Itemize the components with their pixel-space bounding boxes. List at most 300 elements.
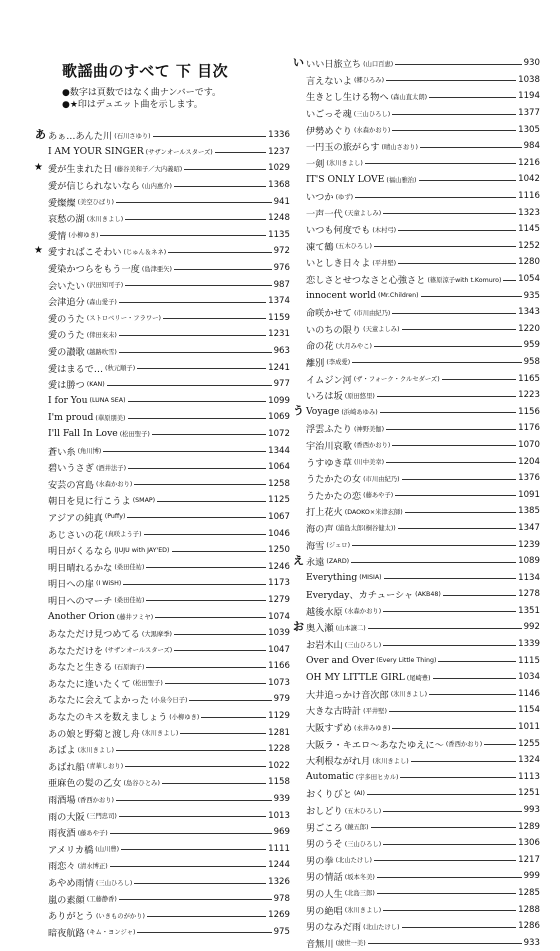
artist-name: (平井堅) — [372, 259, 397, 267]
leader-line — [144, 534, 267, 535]
index-entry — [306, 536, 540, 553]
artist-name: (秋元順子) — [105, 365, 136, 373]
song-title: 命の花 — [306, 341, 334, 353]
artist-name: (AKB48) — [415, 590, 441, 598]
song-title: いのちの限り — [306, 324, 362, 336]
leader-line — [384, 578, 516, 579]
artist-name: (李成愛) — [326, 359, 351, 367]
leader-line — [174, 650, 266, 651]
song-title: Everything — [306, 572, 358, 584]
kana-heading: う — [293, 404, 304, 418]
leader-line — [443, 595, 516, 596]
index-entry — [306, 105, 540, 122]
leader-line — [389, 711, 516, 712]
leader-line — [442, 379, 516, 380]
index-entry — [48, 393, 290, 410]
leader-line — [383, 811, 521, 812]
index-entry — [306, 121, 540, 138]
song-number: 1246 — [268, 561, 290, 572]
artist-name: (水森かおり) — [344, 608, 382, 616]
index-entry — [306, 503, 540, 520]
song-title: いつも何度でも — [306, 225, 371, 237]
leader-line — [367, 794, 516, 795]
artist-name: (越路吹雪) — [86, 348, 117, 356]
kana-heading: え — [293, 553, 304, 567]
leader-line — [119, 352, 272, 353]
artist-name: (Puffy) — [104, 513, 126, 521]
song-title: OH MY LITTLE GIRL — [306, 671, 405, 683]
song-title: 海雪 — [306, 540, 325, 552]
song-title: あなただけ見つめてる — [48, 629, 140, 641]
index-entry — [48, 924, 290, 941]
leader-line — [386, 429, 516, 430]
leader-line — [147, 916, 266, 917]
song-title: いつか — [306, 192, 334, 204]
song-number: 1326 — [268, 877, 290, 888]
song-title: 安芸の宮島 — [48, 479, 94, 491]
leader-line — [127, 517, 266, 518]
artist-name: (五木ひろし) — [344, 807, 382, 815]
artist-name: (北山たけし) — [363, 923, 400, 931]
leader-line — [402, 927, 517, 928]
song-title: Voyage — [306, 406, 340, 418]
artist-name: (山口百恵) — [363, 60, 394, 68]
index-entry — [48, 376, 290, 393]
song-title: 愛のうた — [48, 330, 85, 342]
artist-name: (水森かおり) — [95, 481, 133, 489]
song-title: 雨夜酒 — [48, 828, 76, 840]
index-entry — [306, 520, 540, 537]
index-entry — [293, 553, 540, 570]
leader-line — [172, 551, 267, 552]
song-number: 1129 — [268, 711, 290, 722]
leader-line — [128, 468, 266, 469]
leader-line — [429, 97, 516, 98]
leader-line — [383, 910, 516, 911]
song-title: 蒼い糸 — [48, 446, 76, 458]
leader-line — [411, 761, 516, 762]
leader-line — [377, 893, 516, 894]
index-entry — [306, 636, 540, 653]
song-number: 1204 — [518, 456, 540, 467]
kana-heading: あ — [35, 128, 46, 141]
notes — [62, 87, 221, 111]
leader-line — [119, 899, 272, 900]
kana-heading: お — [293, 620, 304, 634]
index-entry — [306, 420, 540, 437]
leader-line — [392, 445, 516, 446]
song-number: 1217 — [518, 854, 540, 865]
artist-name: (香西かおり) — [77, 796, 114, 804]
index-entry — [306, 586, 540, 603]
index-entry — [48, 708, 290, 725]
song-title: 恋しさとせつなさと心強さと — [306, 275, 426, 287]
leader-line — [374, 860, 516, 861]
artist-name: (大月みやこ) — [335, 342, 372, 350]
leader-line — [146, 600, 266, 601]
artist-name: (ジェロ) — [326, 542, 351, 550]
leader-line — [137, 368, 266, 369]
index-entry — [306, 603, 540, 620]
index-entry — [48, 193, 290, 210]
leader-line — [137, 932, 271, 933]
index-entry — [306, 785, 540, 802]
leader-line — [383, 645, 516, 646]
index-entry — [34, 243, 290, 260]
leader-line — [386, 80, 516, 81]
song-number: 1042 — [518, 174, 540, 185]
index-entry — [306, 88, 540, 105]
song-number: 1339 — [518, 639, 540, 650]
index-entry — [306, 669, 540, 686]
leader-line — [125, 285, 271, 286]
artist-name: (サザンオールスターズ) — [145, 149, 213, 157]
song-title: あばよ — [48, 745, 76, 757]
artist-name: (川中美幸) — [353, 459, 385, 467]
leader-line — [116, 750, 266, 751]
index-entry — [48, 426, 290, 443]
artist-name: (Mr.Children) — [378, 292, 419, 300]
leader-line — [184, 169, 266, 170]
artist-name: (石原詢子) — [114, 663, 145, 671]
artist-name: (氷川きよし) — [86, 215, 124, 223]
song-title: I for You — [48, 395, 88, 407]
song-number: 963 — [273, 346, 290, 357]
artist-name: (篠原涼子with t.Komuro) — [427, 276, 502, 284]
artist-name: (SMAP) — [132, 496, 156, 504]
song-number: 1099 — [268, 395, 290, 406]
artist-name: (香西かおり) — [445, 741, 483, 749]
song-title: 暗夜航路 — [48, 927, 85, 939]
song-title: いろは坂 — [306, 391, 343, 403]
index-entry — [306, 188, 540, 205]
leader-line — [429, 694, 516, 695]
leader-line — [119, 335, 266, 336]
song-title: 愛はまるで… — [48, 363, 104, 375]
index-entry — [48, 276, 290, 293]
song-number: 977 — [273, 379, 290, 390]
song-title: あばれ船 — [48, 761, 85, 773]
leader-line — [128, 418, 267, 419]
index-entry — [48, 874, 290, 891]
leader-line — [162, 783, 266, 784]
artist-name: (藤井フミヤ) — [116, 614, 154, 622]
song-number: 1070 — [518, 439, 540, 450]
artist-name: (原田悠里) — [344, 392, 375, 400]
song-number: 1069 — [268, 412, 290, 423]
song-number: 1134 — [518, 572, 540, 583]
song-title: Another Orion — [48, 611, 115, 623]
song-number: 992 — [523, 622, 540, 633]
artist-name: (氷川きよし) — [77, 746, 114, 754]
song-number: 1039 — [268, 628, 290, 639]
song-number: 1072 — [268, 428, 290, 439]
song-title: 朝日を見に行こうよ — [48, 496, 131, 508]
leader-line — [398, 263, 516, 264]
leader-line — [374, 346, 522, 347]
leader-line — [155, 617, 266, 618]
leader-line — [119, 816, 266, 817]
artist-name: (郷ひろみ) — [353, 77, 385, 85]
song-title: I'm proud — [48, 411, 94, 423]
song-number: 1289 — [518, 821, 540, 832]
artist-name: (天童よしみ) — [363, 326, 400, 334]
artist-name: (桑田佳祐) — [114, 564, 145, 572]
leader-line — [380, 412, 516, 413]
song-number: 941 — [273, 196, 290, 207]
artist-name: (氷川きよし) — [372, 757, 409, 765]
song-number: 1064 — [268, 462, 290, 473]
index-entry — [48, 575, 290, 592]
artist-name: (市川由紀乃) — [353, 309, 391, 317]
leader-line — [368, 628, 522, 629]
artist-name: (桑田佳祐) — [114, 597, 145, 605]
index-entry — [306, 934, 540, 951]
song-number: 1159 — [268, 312, 290, 323]
song-title: 言えないよ — [306, 75, 352, 87]
song-title: 明日へのマーチ — [48, 595, 113, 607]
index-entry — [48, 890, 290, 907]
song-title: 凍て鶴 — [306, 241, 334, 253]
index-entry — [48, 326, 290, 343]
index-entry — [306, 453, 540, 470]
index-entry — [48, 542, 290, 559]
song-title: 男の絶唱 — [306, 905, 343, 917]
song-number: 1022 — [268, 760, 290, 771]
leader-line — [383, 611, 516, 612]
artist-name: (平井堅) — [363, 707, 387, 715]
song-number: 1239 — [518, 539, 540, 550]
artist-name: (角川博) — [77, 448, 102, 456]
song-number: 1135 — [268, 229, 290, 240]
index-entry — [306, 686, 540, 703]
song-title: 大阪ラ・キエロ～あなたゆえに～ — [306, 739, 444, 751]
leader-line — [398, 528, 516, 529]
leader-line — [433, 678, 517, 679]
song-title: 愛は勝つ — [48, 380, 85, 392]
index-entry — [48, 525, 290, 542]
artist-name: (ゆず) — [335, 193, 354, 201]
song-title: いい日旅立ち — [306, 59, 362, 71]
artist-name: (沢田知可子) — [86, 282, 124, 290]
artist-name: (浜崎あゆみ) — [341, 409, 378, 417]
song-number: 1251 — [518, 788, 540, 799]
artist-name: (坂本冬美) — [344, 873, 375, 881]
song-title: あやめ雨情 — [48, 878, 94, 890]
song-number: 993 — [523, 805, 540, 816]
song-title: あぁ…あんた川 — [48, 131, 113, 143]
song-title: あじさいの花 — [48, 529, 104, 541]
leader-line — [405, 512, 516, 513]
leader-line — [134, 484, 266, 485]
leader-line — [365, 163, 516, 164]
leader-line — [121, 849, 266, 850]
song-title: 男ごころ — [306, 822, 343, 834]
song-title: 会いたい — [48, 280, 85, 292]
leader-line — [371, 827, 517, 828]
leader-line — [110, 866, 266, 867]
song-number: 1166 — [268, 661, 290, 672]
artist-name: (倖田來未) — [86, 331, 117, 339]
index-entry — [306, 321, 540, 338]
index-entry — [48, 592, 290, 609]
index-entry — [48, 691, 290, 708]
index-entry — [48, 857, 290, 874]
song-number: 975 — [273, 926, 290, 937]
artist-name: (藤谷美和子／大内義昭) — [114, 165, 183, 173]
page-title: 歌謡曲のすべて 下 目次 — [62, 62, 229, 80]
artist-name: (晴山さおり) — [381, 143, 418, 151]
index-entry — [306, 387, 540, 404]
index-entry — [48, 675, 290, 692]
song-title: I AM YOUR SINGER — [48, 146, 144, 158]
index-entry — [48, 774, 290, 791]
song-title: 愛のうた — [48, 313, 85, 325]
song-title: 一声一代 — [306, 208, 343, 220]
artist-name: (松田聖子) — [119, 431, 150, 439]
index-entry — [48, 475, 290, 492]
leader-line — [163, 318, 266, 319]
song-number: 1029 — [268, 163, 290, 174]
artist-name: (青華しおり) — [86, 763, 124, 771]
song-title: 大きな古時計 — [306, 706, 362, 718]
artist-name: (三山ひろし) — [95, 879, 133, 887]
song-number: 972 — [273, 246, 290, 257]
song-number: 1374 — [268, 296, 290, 307]
leader-line — [180, 733, 266, 734]
leader-line — [165, 683, 266, 684]
artist-name: (KAN) — [86, 380, 105, 388]
song-number: 930 — [523, 58, 540, 69]
song-title: 命咲かせて — [306, 308, 352, 320]
index-entry — [48, 758, 290, 775]
index-entry — [306, 470, 540, 487]
artist-name: (氷川きよし) — [344, 907, 382, 915]
index-entry — [306, 354, 540, 371]
index-entry — [48, 144, 290, 161]
song-number: 1244 — [268, 860, 290, 871]
artist-name: (ストロベリー・フラワー) — [86, 315, 161, 323]
artist-name: (浦島太郎(桐谷健太)) — [335, 525, 396, 533]
index-entry — [306, 138, 540, 155]
leader-line — [419, 180, 517, 181]
artist-name: (小泉今日子) — [151, 696, 188, 704]
index-entry — [293, 55, 540, 72]
index-entry — [306, 852, 540, 869]
song-number: 1046 — [268, 528, 290, 539]
song-title: 生きとし生ける物へ — [306, 92, 389, 104]
song-title: うたかたの恋 — [306, 490, 362, 502]
artist-name: (島谷ひとみ) — [123, 779, 160, 787]
index-entry — [48, 409, 290, 426]
index-column-right — [293, 55, 540, 951]
song-number: 1347 — [518, 522, 540, 533]
song-number: 1255 — [518, 738, 540, 749]
index-entry — [48, 210, 290, 227]
leader-line — [174, 186, 266, 187]
song-title: うすゆき草 — [306, 457, 352, 469]
index-entry — [306, 171, 540, 188]
index-entry — [306, 238, 540, 255]
leader-line — [352, 362, 521, 363]
index-entry — [48, 459, 290, 476]
song-title: innocent world — [306, 290, 377, 302]
song-title: 明日への扉 — [48, 579, 94, 591]
artist-name: (藤あや子) — [77, 829, 108, 837]
artist-name: (I WiSH) — [95, 579, 122, 587]
song-title: うたかたの女 — [306, 474, 362, 486]
song-number: 933 — [523, 937, 540, 948]
song-number: 1280 — [518, 257, 540, 268]
song-title: 大利根ながれ月 — [306, 756, 371, 768]
song-number: 1223 — [518, 390, 540, 401]
song-title: 男の人生 — [306, 888, 343, 900]
song-number: 1377 — [518, 108, 540, 119]
song-title: 奥入瀬 — [306, 623, 334, 635]
leader-line — [351, 562, 516, 563]
song-number: 1281 — [268, 727, 290, 738]
artist-name: (氷川きよし) — [390, 691, 428, 699]
leader-line — [107, 385, 272, 386]
song-title: 離別 — [306, 357, 325, 369]
song-number: 1323 — [518, 207, 540, 218]
artist-name: (宇多田ヒカル) — [355, 774, 399, 782]
index-entry — [306, 752, 540, 769]
song-title: お岩木山 — [306, 640, 343, 652]
song-title: 亜麻色の髪の乙女 — [48, 778, 122, 790]
artist-name: (森山直太朗) — [390, 93, 428, 101]
leader-line — [116, 202, 272, 203]
artist-name: (山内惠介) — [141, 182, 172, 190]
song-title: あなただけを — [48, 645, 104, 657]
song-title: 男のなみだ雨 — [306, 922, 362, 934]
index-entry — [306, 155, 540, 172]
song-title: 永遠 — [306, 557, 325, 569]
song-number: 1286 — [518, 921, 540, 932]
artist-name: (市川由紀乃) — [363, 475, 400, 483]
song-number: 959 — [523, 340, 540, 351]
song-title: いごっそ魂 — [306, 109, 352, 121]
leader-line — [392, 130, 516, 131]
index-entry — [48, 608, 290, 625]
leader-line — [168, 252, 271, 253]
song-number: 1154 — [518, 705, 540, 716]
song-number: 1034 — [518, 672, 540, 683]
artist-name: (三門忠司) — [86, 813, 117, 821]
index-entry — [34, 160, 290, 177]
song-number: 1145 — [518, 224, 540, 235]
song-number: 1115 — [518, 655, 540, 666]
leader-line — [421, 296, 522, 297]
index-entry — [306, 901, 540, 918]
song-title: 会津追分 — [48, 297, 85, 309]
artist-name: (山本譲二) — [335, 624, 366, 632]
artist-name: (山川豊) — [95, 846, 120, 854]
leader-line — [352, 545, 516, 546]
leader-line — [383, 213, 516, 214]
artist-name: (ザ・フォーク・クルセダーズ) — [353, 376, 440, 384]
index-entry — [306, 702, 540, 719]
leader-line — [146, 567, 266, 568]
song-number: 984 — [523, 141, 540, 152]
song-number: 1237 — [268, 146, 290, 157]
index-entry — [48, 509, 290, 526]
artist-name: (森山愛子) — [86, 298, 117, 306]
song-title: Everyday、カチューシャ — [306, 590, 414, 602]
leader-line — [146, 667, 266, 668]
song-number: 1368 — [268, 180, 290, 191]
artist-name: (じゅん＆ネネ) — [123, 248, 167, 256]
